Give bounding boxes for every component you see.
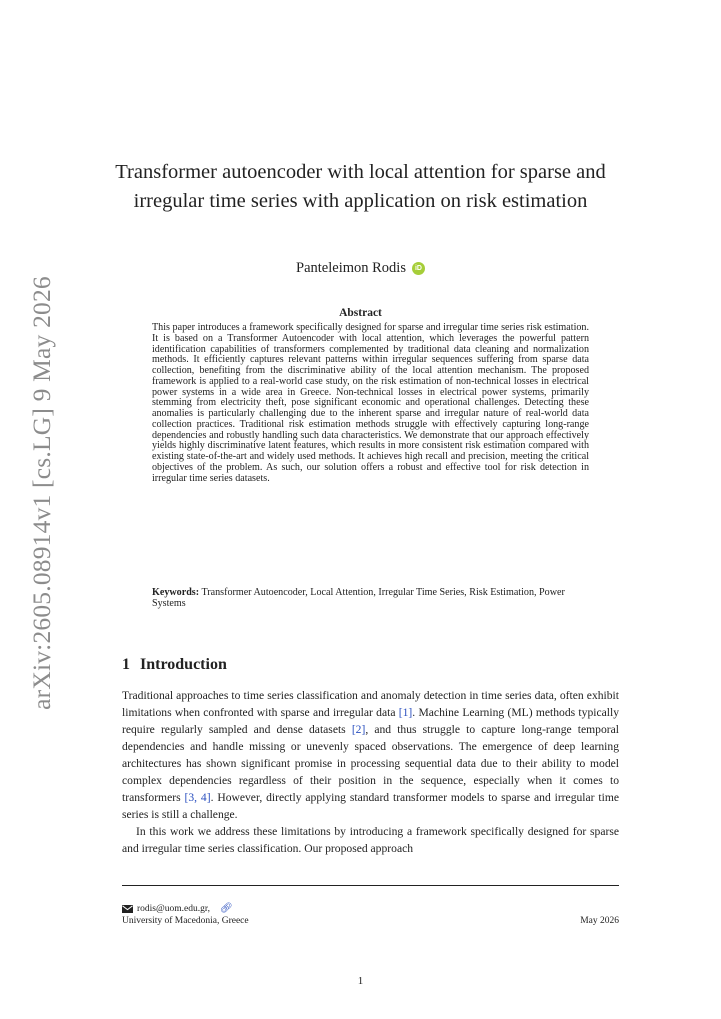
abstract-text: This paper introduces a framework specifically designed for sparse and irregular time series risk estimation. It is based on a Transformer Autoencoder with local attention, which leverages the powerful pattern identification capabilities of transformers complemented by traditional data cleaning and normalization methods. It efficiently captures relevant patterns within irregular sequences suffering from sparse data collection, benefiting from the discriminative ability of the local attention mechanism. The proposed framework is applied to a real-world case study, on the risk estimation of non-technical losses in electrical power systems in a wide area in Greece. Non-technical losses in electrical power systems, primarily stemming from electricity theft, pose significant economic and operational challenges. Detecting these anomalies is particularly challenging due to the inherent sparse and irregular nature of real-world data collection practices. Traditional risk estimation methods struggle with effectively capturing long-range dependencies and robustly handling such data characteristics. We demonstrate that our approach effectively yields highly discriminative latent features, which results in more consistent risk estimation compared with existing state-of-the-art and widely used methods. It achieves high recall and precision, meeting the critical objectives of the problem. As such, our solution offers a robust and effective tool for risk detection in irregular time series datasets. [152, 322, 589, 484]
paper-title: Transformer autoencoder with local attention for sparse and irregular time series with application on risk estimation [115, 161, 606, 212]
footnote-affiliation-row [122, 915, 619, 927]
intro-paragraph-1 [122, 687, 619, 823]
footnote-contact [122, 903, 619, 915]
intro-text: Traditional approaches to time series classification and anomaly detection in time series data, often exhibit limitations when confronted with sparse and irregular data [122, 689, 619, 719]
arxiv-stamp [0, 276, 92, 710]
citation-link[interactable]: [3, 4] [184, 791, 211, 804]
footnote-rule [122, 885, 619, 886]
intro-paragraph-2: In this work we address these limitations by introducing a framework specifically designed for sparse and irregular time series classification. Our proposed approach [122, 825, 619, 855]
keywords [152, 588, 589, 610]
arxiv-stamp-text: arXiv:2605.08914v1 [cs.LG] 9 May 2026 [27, 276, 57, 710]
section-title: Introduction [140, 656, 227, 673]
author-line [100, 260, 621, 277]
author-email[interactable]: rodis@uom.edu.gr, [137, 904, 211, 914]
footnote [122, 903, 619, 927]
section-heading [122, 656, 227, 674]
abstract-heading: Abstract [339, 307, 382, 319]
page-number: 1 [357, 975, 364, 987]
citation-link[interactable]: [2] [351, 723, 366, 736]
paper-date: May 2026 [580, 916, 619, 926]
intro-body [122, 687, 619, 857]
envelope-icon [122, 905, 133, 913]
keywords-label: Keywords: [152, 587, 200, 598]
intro-text: , and thus struggle to capture long-range temporal dependencies and handle missing or unevenly spaced observations. The emergence of deep learning architectures has shown significant promise in processing sequential data due to their ability to model complex dependencies regardless of their position in the sequence, especially when it comes to transformers [122, 723, 619, 804]
intro-text: . Machine Learning (ML) methods typically require regularly sampled and dense datasets [122, 706, 619, 736]
citation-link[interactable]: [1] [398, 706, 413, 719]
author-affiliation: University of Macedonia, Greece [122, 916, 249, 926]
section-number: 1 [122, 656, 130, 673]
keywords-text: Transformer Autoencoder, Local Attention, Irregular Time Series, Risk Estimation, Power Systems [152, 587, 565, 609]
intro-text: . However, directly applying standard transformer models to sparse and irregular time series is still a challenge. [122, 791, 619, 821]
author-name: Panteleimon Rodis [296, 260, 406, 276]
link-icon[interactable]: 🔗︎ [220, 903, 233, 914]
orcid-icon[interactable]: iD [412, 262, 425, 275]
